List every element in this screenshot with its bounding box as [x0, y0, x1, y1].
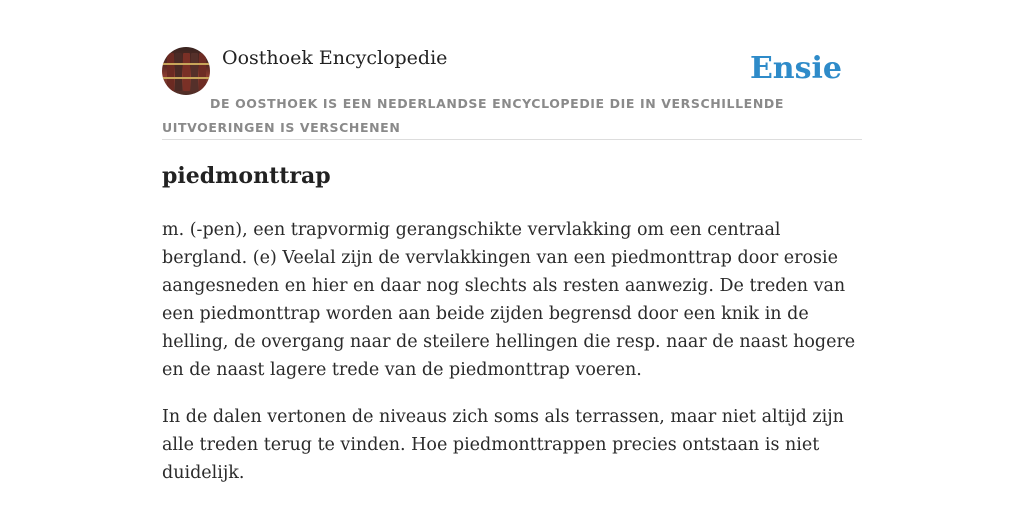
encyclopedia-books-avatar[interactable]	[162, 47, 210, 95]
book-spine-icon	[199, 53, 206, 91]
site-tagline: DE OOSTHOEK IS EEN NEDERLANDSE ENCYCLOPEDIE DIE IN VERSCHILLENDE UITVOERINGEN IS VERSCHENEN	[162, 96, 784, 135]
article-body	[162, 216, 862, 506]
article-paragraph: m. (-pen), een trapvormig gerangschikte vervlakking om een centraal bergland. (e) Veelal zijn de vervlakkingen van een piedmonttrap door erosie aangesneden en hier en daar nog slechts als resten aanwezig. De treden van een piedmonttrap worden aan beide zijden begrensd door een knik in de helling, de overgang naar de steilere hellingen die resp. naar de naast hogere en de naast lagere trede van de piedmonttrap voeren.	[162, 220, 856, 380]
book-spine-icon	[175, 53, 182, 91]
book-spine-icon	[167, 53, 174, 91]
gold-band	[162, 77, 210, 79]
ensie-logo-link[interactable]: Ensie	[749, 51, 842, 86]
article-paragraph: In de dalen vertonen de niveaus zich soms als terrassen, maar niet altijd zijn alle treden terug te vinden. Hoe piedmonttrappen precies ontstaan is niet duidelijk.	[162, 407, 844, 483]
site-header	[162, 46, 862, 140]
site-name-link[interactable]: Oosthoek Encyclopedie	[222, 47, 448, 69]
book-spine-icon	[183, 53, 190, 91]
article-title: piedmonttrap	[162, 163, 331, 189]
book-spine-icon	[191, 53, 198, 91]
gold-band	[162, 63, 210, 65]
